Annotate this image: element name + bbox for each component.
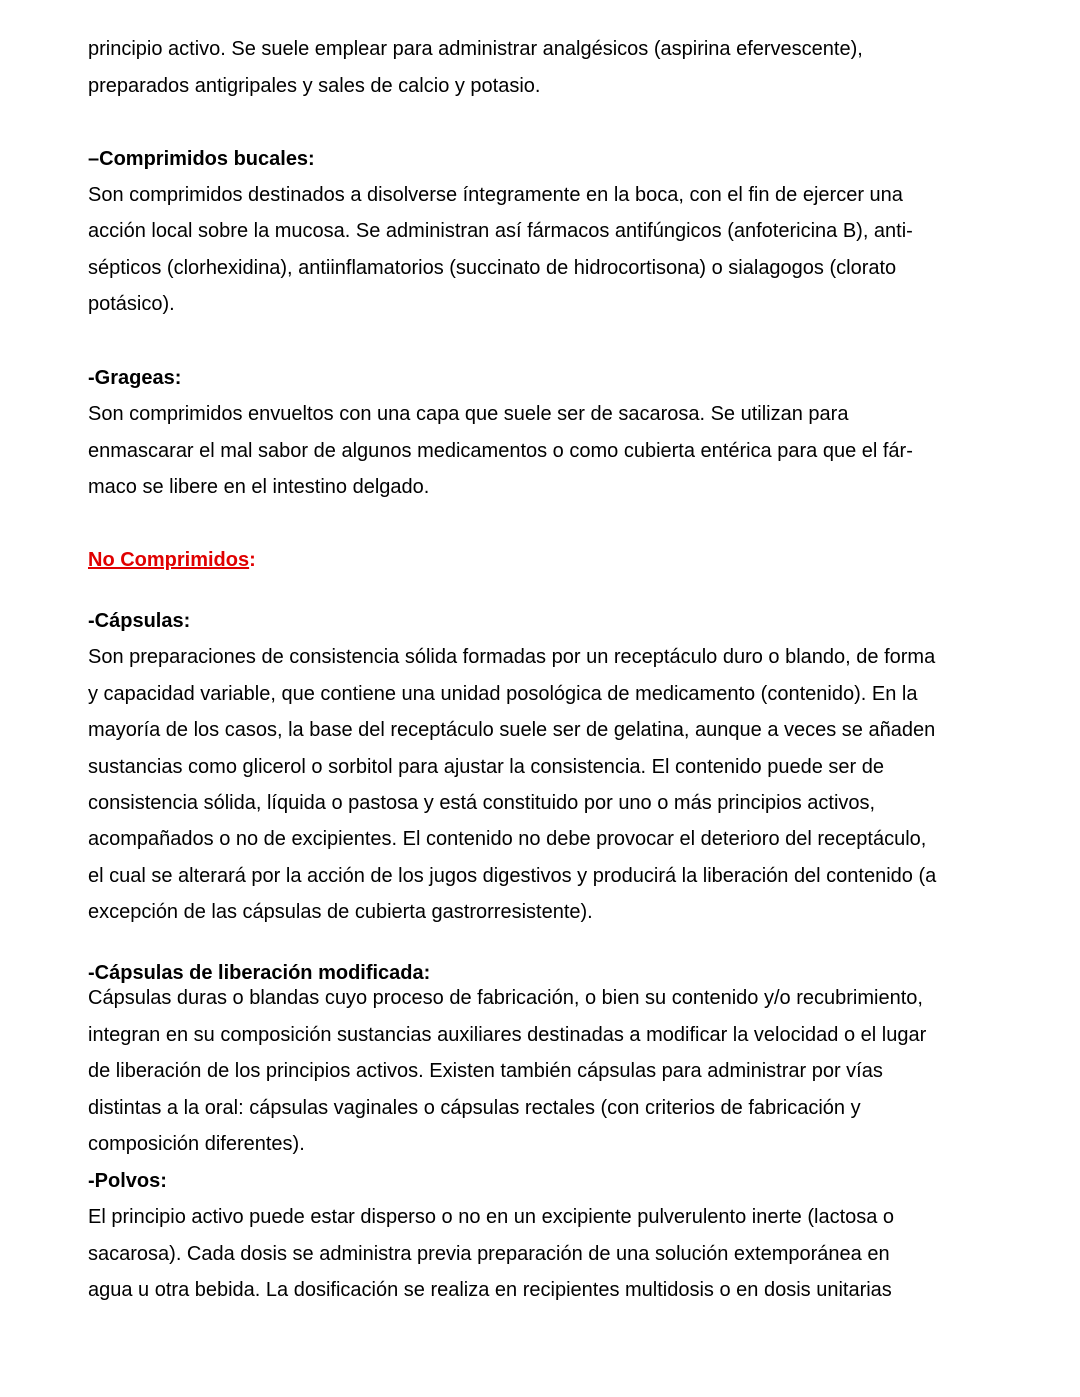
subheading: -Cápsulas: — [88, 610, 191, 632]
paragraph-line: mayoría de los casos, la base del receptáculo suele ser de gelatina, aunque a veces se añaden — [88, 719, 936, 741]
paragraph-line: preparados antigripales y sales de calcio y potasio. — [88, 75, 541, 97]
paragraph-line: sépticos (clorhexidina), antiinflamatorios (succinato de hidrocortisona) o sialagogos (clorato — [88, 257, 897, 279]
paragraph-line: integran en su composición sustancias auxiliares destinadas a modificar la velocidad o el lugar — [88, 1024, 927, 1046]
paragraph-line: principio activo. Se suele emplear para administrar analgésicos (aspirina efervescente), — [88, 38, 863, 60]
section-heading-colon: : — [249, 549, 256, 571]
paragraph-line: potásico). — [88, 293, 175, 315]
paragraph-line: maco se libere en el intestino delgado. — [88, 476, 430, 498]
subheading: -Cápsulas de liberación modificada: — [88, 962, 431, 984]
paragraph-line: agua u otra bebida. La dosificación se realiza en recipientes multidosis o en dosis unitarias — [88, 1279, 892, 1301]
paragraph-line: Son preparaciones de consistencia sólida formadas por un receptáculo duro o blando, de forma — [88, 646, 936, 668]
paragraph-line: sacarosa). Cada dosis se administra previa preparación de una solución extemporánea en — [88, 1243, 890, 1265]
section-heading — [88, 548, 256, 572]
paragraph-line: excepción de las cápsulas de cubierta gastrorresistente). — [88, 901, 593, 923]
paragraph-line: y capacidad variable, que contiene una unidad posológica de medicamento (contenido). En la — [88, 683, 918, 705]
paragraph-line: sustancias como glicerol o sorbitol para ajustar la consistencia. El contenido puede ser de — [88, 756, 884, 778]
subheading: –Comprimidos bucales: — [88, 148, 315, 170]
paragraph-line: Cápsulas duras o blandas cuyo proceso de fabricación, o bien su contenido y/o recubrimiento, — [88, 987, 923, 1009]
paragraph-line: el cual se alterará por la acción de los jugos digestivos y producirá la liberación del contenido (a — [88, 865, 937, 887]
paragraph-line: distintas a la oral: cápsulas vaginales o cápsulas rectales (con criterios de fabricación y — [88, 1097, 861, 1119]
paragraph-line: acompañados o no de excipientes. El contenido no debe provocar el deterioro del receptáculo, — [88, 828, 927, 850]
paragraph-line: de liberación de los principios activos. Existen también cápsulas para administrar por vías — [88, 1060, 883, 1082]
paragraph-line: consistencia sólida, líquida o pastosa y está constituido por uno o más principios activos, — [88, 792, 876, 814]
section-heading-text: No Comprimidos — [88, 549, 250, 571]
subheading: -Polvos: — [88, 1170, 167, 1192]
subheading: -Grageas: — [88, 367, 182, 389]
paragraph-line: acción local sobre la mucosa. Se administran así fármacos antifúngicos (anfotericina B), anti- — [88, 220, 913, 242]
paragraph-line: enmascarar el mal sabor de algunos medicamentos o como cubierta entérica para que el fár- — [88, 440, 913, 462]
paragraph-line: Son comprimidos envueltos con una capa que suele ser de sacarosa. Se utilizan para — [88, 403, 849, 425]
paragraph-line: composición diferentes). — [88, 1133, 305, 1155]
paragraph-line: El principio activo puede estar disperso o no en un excipiente pulverulento inerte (lactosa o — [88, 1206, 895, 1228]
paragraph-line: Son comprimidos destinados a disolverse íntegramente en la boca, con el fin de ejercer una — [88, 184, 903, 206]
